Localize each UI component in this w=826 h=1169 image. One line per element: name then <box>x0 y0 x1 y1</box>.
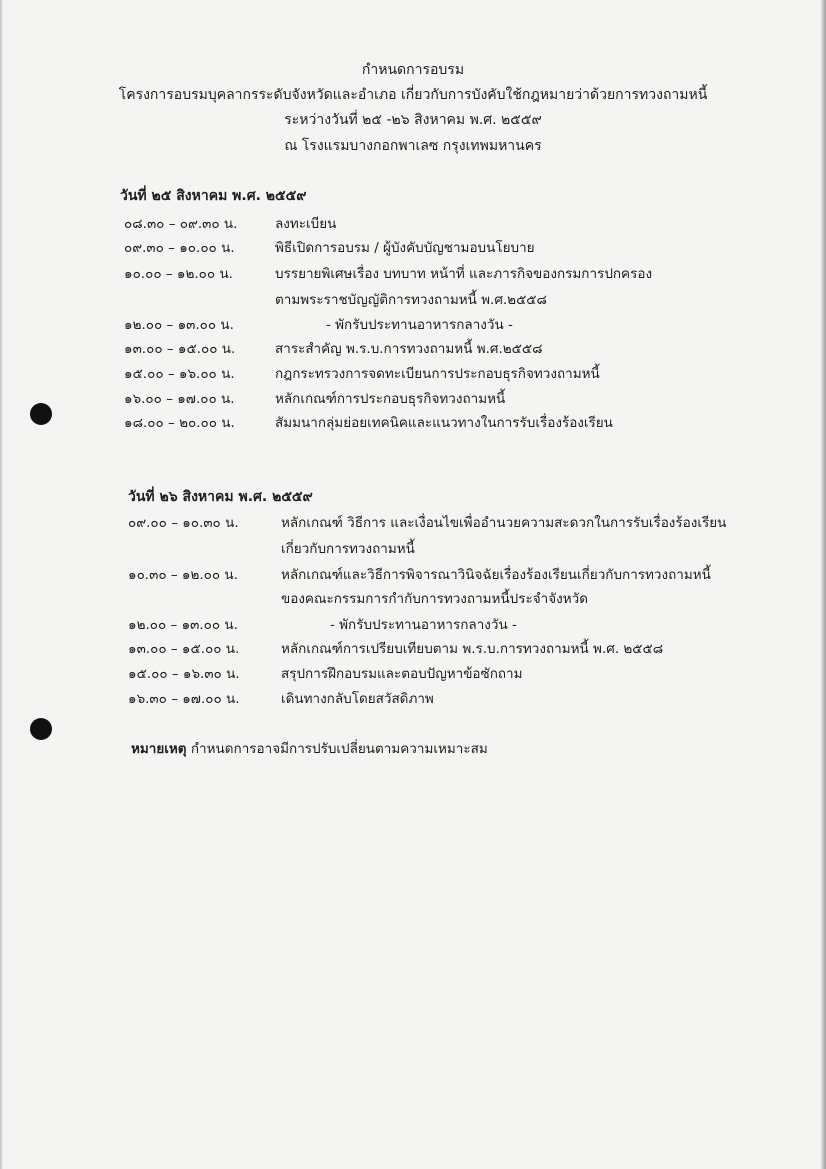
row-desc: สาระสำคัญ พ.ร.บ.การทวงถามหนี้ พ.ศ.๒๕๕๘ <box>275 341 543 357</box>
row-desc: สัมมนากลุ่มย่อยเทคนิคและแนวทางในการรับเรื่องร้องเรียน <box>275 415 613 431</box>
header-title: กำหนดการอบรม <box>361 62 465 78</box>
row-desc: - พักรับประทานอาหารกลางวัน - <box>330 617 517 633</box>
header-venue: ณ โรงแรมบางกอกพาเลซ กรุงเทพมหานคร <box>284 138 542 154</box>
day2-title: วันที่ ๒๖ สิงหาคม พ.ศ. ๒๕๕๙ <box>128 489 313 505</box>
row-desc: หลักเกณฑ์การเปรียบเทียบตาม พ.ร.บ.การทวงถามหนี้ พ.ศ. ๒๕๕๘ <box>281 641 664 657</box>
row-time: ๐๘.๓๐ – ๐๙.๓๐ น. <box>124 216 238 232</box>
row-desc: ลงทะเบียน <box>275 216 337 232</box>
punch-hole-bottom <box>30 718 52 740</box>
row-desc: บรรยายพิเศษเรื่อง บทบาท หน้าที่ และภารกิจของกรมการปกครอง <box>275 266 653 282</box>
row-desc: ตามพระราชบัญญัติการทวงถามหนี้ พ.ศ.๒๕๕๘ <box>275 292 547 308</box>
day1-title: วันที่ ๒๕ สิงหาคม พ.ศ. ๒๕๕๙ <box>120 188 307 204</box>
row-time: ๑๕.๐๐ – ๑๖.๐๐ น. <box>124 366 235 382</box>
row-desc: ของคณะกรรมการกำกับการทวงถามหนี้ประจำจังหวัด <box>281 591 588 607</box>
row-time: ๑๖.๓๐ – ๑๗.๐๐ น. <box>128 691 240 707</box>
page-edge-left <box>0 0 3 1169</box>
remark-text: กำหนดการอาจมีการปรับเปลี่ยนตามความเหมาะสม <box>190 741 488 757</box>
row-time: ๐๙.๓๐ – ๑๐.๐๐ น. <box>124 240 235 256</box>
row-time: ๑๐.๐๐ – ๑๒.๐๐ น. <box>124 266 233 282</box>
row-desc: พิธีเปิดการอบรม / ผู้บังคับบัญชามอบนโยบาย <box>275 240 535 256</box>
remark-label: หมายเหตุ <box>131 741 187 757</box>
row-desc: สรุปการฝึกอบรมและตอบปัญหาข้อซักถาม <box>281 666 523 682</box>
row-time: ๐๙.๐๐ – ๑๐.๓๐ น. <box>128 515 239 531</box>
row-desc: หลักเกณฑ์ วิธีการ และเงื่อนไขเพื่ออำนวยความสะดวกในการรับเรื่องร้องเรียน <box>281 515 727 531</box>
row-time: ๑๐.๓๐ – ๑๒.๐๐ น. <box>128 567 238 583</box>
page-edge-right <box>820 0 826 1169</box>
row-time: ๑๓.๐๐ – ๑๕.๐๐ น. <box>128 641 240 657</box>
row-time: ๑๖.๐๐ – ๑๗.๐๐ น. <box>124 391 235 407</box>
row-desc: หลักเกณฑ์การประกอบธุรกิจทวงถามหนี้ <box>275 391 506 407</box>
punch-hole-top <box>30 403 52 425</box>
row-time: ๑๘.๐๐ – ๒๐.๐๐ น. <box>124 415 235 431</box>
row-desc: กฎกระทรวงการจดทะเบียนการประกอบธุรกิจทวงถามหนี้ <box>275 366 600 382</box>
row-time: ๑๒.๐๐ – ๑๓.๐๐ น. <box>124 317 234 333</box>
row-time: ๑๓.๐๐ – ๑๕.๐๐ น. <box>124 341 236 357</box>
row-desc: เกี่ยวกับการทวงถามหนี้ <box>281 541 415 557</box>
row-time: ๑๒.๐๐ – ๑๓.๐๐ น. <box>128 617 238 633</box>
header-project: โครงการอบรมบุคลากรระดับจังหวัดและอำเภอ เกี่ยวกับการบังคับใช้กฎหมายว่าด้วยการทวงถามหนี้ <box>118 87 708 103</box>
row-desc: - พักรับประทานอาหารกลางวัน - <box>326 317 513 333</box>
row-desc: หลักเกณฑ์และวิธีการพิจารณาวินิจฉัยเรื่องร้องเรียนเกี่ยวกับการทวงถามหนี้ <box>281 567 711 583</box>
remark <box>131 737 488 759</box>
header-dates: ระหว่างวันที่ ๒๕ -๒๖ สิงหาคม พ.ศ. ๒๕๕๙ <box>284 112 542 128</box>
row-desc: เดินทางกลับโดยสวัสดิภาพ <box>281 691 434 707</box>
row-time: ๑๕.๐๐ – ๑๖.๓๐ น. <box>128 666 240 682</box>
